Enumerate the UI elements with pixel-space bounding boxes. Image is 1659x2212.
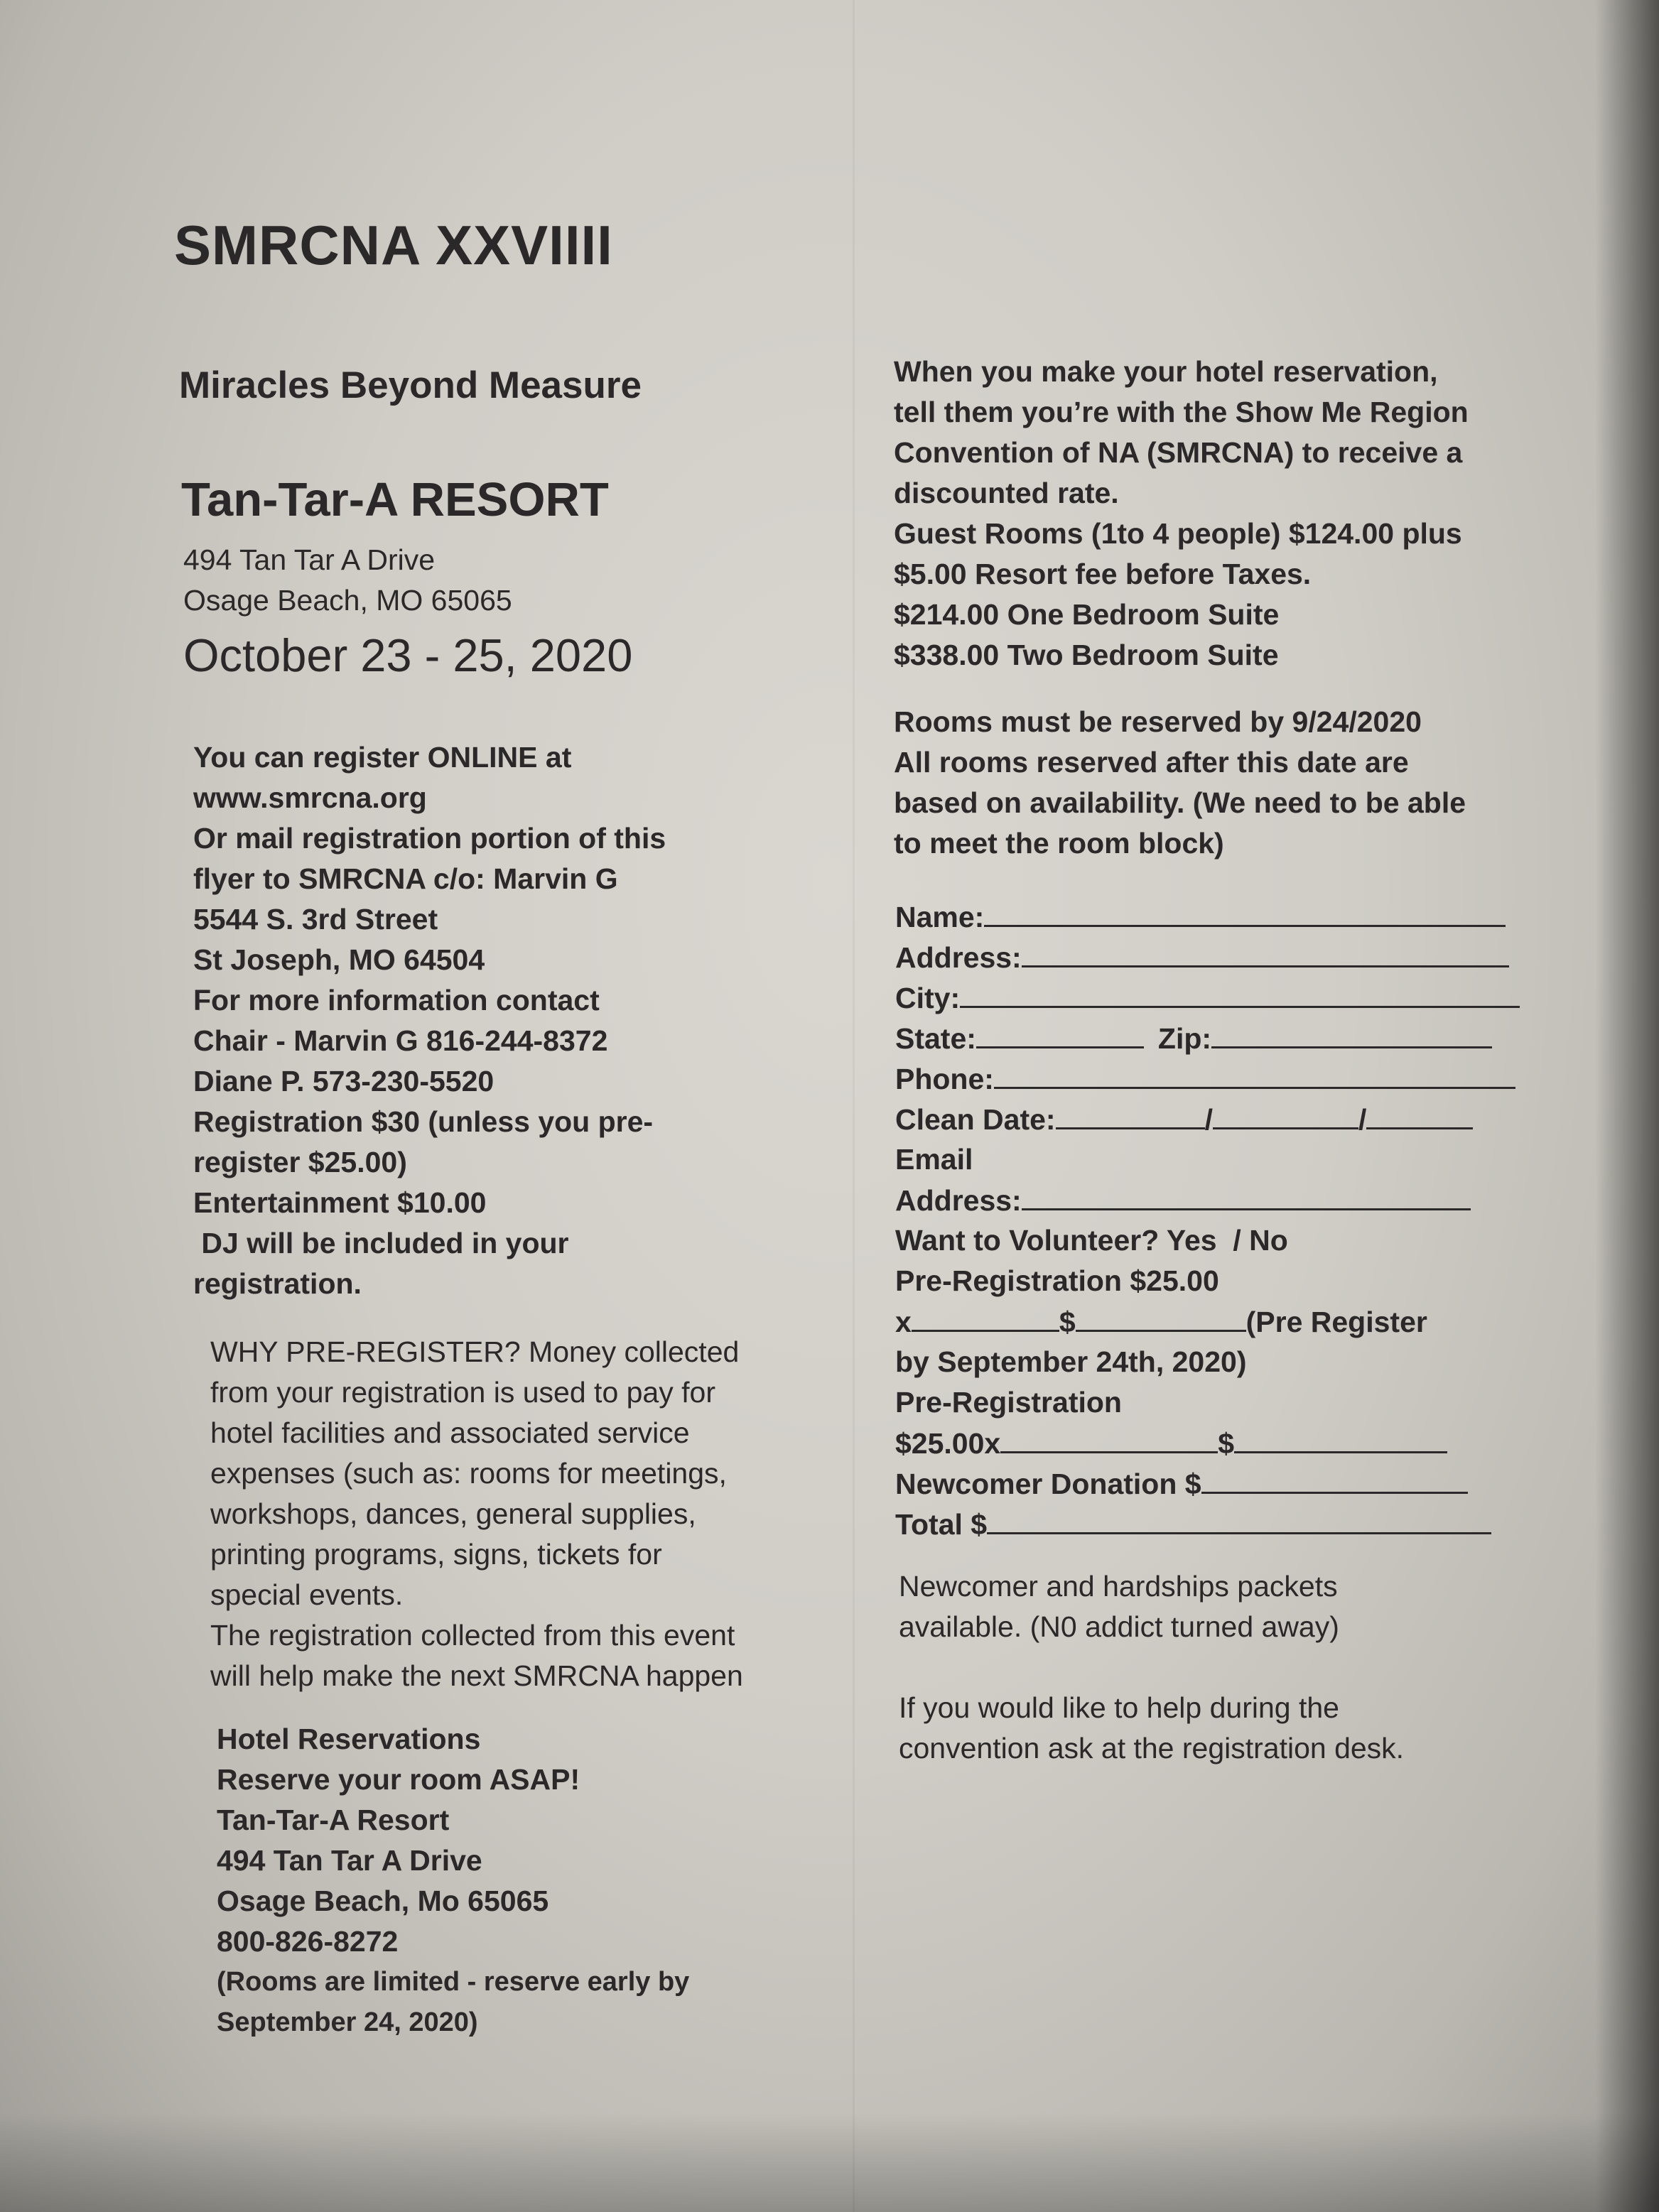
clean-date-year-field[interactable] (1366, 1099, 1473, 1129)
name-label: Name: (895, 901, 985, 933)
hotel-info-line: discounted rate. (894, 477, 1119, 509)
clean-date-slash: / (1204, 1103, 1213, 1136)
prereg-qty-field[interactable] (912, 1301, 1059, 1332)
prereg-label: Pre-Registration (895, 1386, 1122, 1419)
registration-line: Chair - Marvin G 816-244-8372 (193, 1024, 608, 1057)
why-line: WHY PRE-REGISTER? Money collected (210, 1335, 740, 1368)
venue-address-line1: 494 Tan Tar A Drive (183, 543, 436, 576)
newcomer-donation-label: Newcomer Donation $ (895, 1468, 1201, 1500)
registration-line: flyer to SMRCNA c/o: Marvin G (193, 862, 618, 895)
clean-date-label: Clean Date: (895, 1103, 1056, 1136)
city-row (895, 977, 1535, 1018)
paper-crease (853, 0, 855, 2212)
state-zip-row (895, 1018, 1535, 1058)
registration-line: St Joseph, MO 64504 (193, 943, 485, 976)
volunteer-question[interactable]: Want to Volunteer? Yes / No (895, 1224, 1288, 1257)
prereg-calc-row (895, 1423, 1535, 1463)
registration-line: For more information contact (193, 984, 600, 1016)
email-label: Email (895, 1143, 973, 1176)
room-deadline-info (894, 702, 1466, 864)
prereg-title-row (895, 1261, 1535, 1301)
prereg-label-row (895, 1382, 1535, 1423)
newcomer-donation-row (895, 1463, 1535, 1504)
name-row (895, 896, 1535, 937)
total-label: Total $ (895, 1508, 988, 1541)
why-line: expenses (such as: rooms for meetings, (210, 1457, 727, 1490)
prereg-calc-amount-field[interactable] (1234, 1423, 1447, 1453)
hotel-res-line: 494 Tan Tar A Drive (217, 1844, 482, 1877)
qty-x-label: x (895, 1306, 912, 1338)
hotel-res-line: Tan-Tar-A Resort (217, 1804, 450, 1836)
event-tagline: Miracles Beyond Measure (179, 364, 642, 406)
help-line: If you would like to help during the (899, 1691, 1339, 1724)
name-field[interactable] (984, 896, 1506, 927)
hotel-rate-info (894, 352, 1469, 676)
hotel-phone: 800-826-8272 (217, 1925, 399, 1958)
hotel-info-line: $338.00 Two Bedroom Suite (894, 639, 1279, 671)
registration-line: You can register ONLINE at (193, 741, 572, 774)
deadline-line: All rooms reserved after this date are (894, 746, 1409, 779)
dollar-label: $ (1059, 1306, 1076, 1338)
prereg-amount-field[interactable] (1076, 1301, 1246, 1332)
total-row (895, 1504, 1535, 1544)
hotel-res-line: September 24, 2020) (217, 2007, 478, 2037)
registration-info (193, 737, 666, 1304)
prereg-title: Pre-Registration $25.00 (895, 1264, 1219, 1297)
email-address-row (895, 1180, 1535, 1220)
clean-date-slash: / (1358, 1103, 1367, 1136)
prereg-calc-qty-field[interactable] (1000, 1423, 1218, 1453)
hotel-res-line: (Rooms are limited - reserve early by (217, 1967, 690, 1997)
hotel-info-line: tell them you’re with the Show Me Region (894, 396, 1469, 428)
deadline-line: to meet the room block) (894, 827, 1224, 860)
event-title: SMRCNA XXVIIII (174, 214, 613, 276)
clean-date-day-field[interactable] (1213, 1099, 1358, 1129)
volunteer-row (895, 1220, 1535, 1261)
newcomer-donation-field[interactable] (1201, 1463, 1468, 1494)
total-field[interactable] (987, 1504, 1491, 1534)
registration-form (895, 896, 1535, 1544)
city-label: City: (895, 982, 961, 1014)
zip-label: Zip: (1157, 1022, 1212, 1055)
help-line: convention ask at the registration desk. (899, 1732, 1405, 1764)
hotel-info-line: $214.00 One Bedroom Suite (894, 598, 1280, 631)
hotel-reservations (217, 1719, 689, 2043)
phone-row (895, 1058, 1535, 1099)
venue-name: Tan-Tar-A RESORT (181, 473, 609, 526)
why-line: will help make the next SMRCNA happen (210, 1659, 743, 1692)
phone-label: Phone: (895, 1063, 994, 1095)
registration-line: register $25.00) (193, 1146, 407, 1178)
why-line: printing programs, signs, tickets for (210, 1538, 662, 1571)
newcomer-info (899, 1566, 1339, 1647)
page-shadow-bottom (0, 2113, 1659, 2212)
why-line: from your registration is used to pay for (210, 1376, 715, 1409)
hotel-info-line: When you make your hotel reservation, (894, 355, 1438, 388)
clean-date-row (895, 1099, 1535, 1139)
email-address-label: Address: (895, 1184, 1022, 1217)
prereg-calc-label: $25.00x (895, 1427, 1001, 1460)
registration-line: Entertainment $10.00 (193, 1186, 487, 1219)
page-shadow-right (1595, 0, 1659, 2212)
hotel-res-line: Reserve your room ASAP! (217, 1763, 580, 1796)
venue-address-line2: Osage Beach, MO 65065 (183, 584, 512, 617)
help-info (899, 1688, 1404, 1769)
dollar-label: $ (1218, 1427, 1235, 1460)
registration-line: 5544 S. 3rd Street (193, 903, 438, 936)
clean-date-month-field[interactable] (1056, 1099, 1205, 1129)
hotel-info-line: Guest Rooms (1to 4 people) $124.00 plus (894, 517, 1462, 550)
state-field[interactable] (976, 1018, 1144, 1048)
address-field[interactable] (1022, 937, 1509, 967)
by-date-row (895, 1342, 1535, 1382)
why-line: workshops, dances, general supplies, (210, 1497, 696, 1530)
why-line: special events. (210, 1578, 404, 1611)
hotel-res-line: Osage Beach, Mo 65065 (217, 1885, 549, 1917)
hotel-res-heading: Hotel Reservations (217, 1723, 481, 1755)
hotel-info-line: $5.00 Resort fee before Taxes. (894, 558, 1312, 590)
why-line: hotel facilities and associated service (210, 1416, 690, 1449)
newcomer-line: available. (N0 addict turned away) (899, 1610, 1339, 1643)
address-row (895, 937, 1535, 977)
email-label-row (895, 1139, 1535, 1180)
zip-field[interactable] (1211, 1018, 1492, 1048)
why-preregister (210, 1332, 743, 1696)
address-label: Address: (895, 941, 1022, 974)
state-label: State: (895, 1022, 976, 1055)
why-line: The registration collected from this event (210, 1619, 735, 1652)
registration-line: Diane P. 573-230-5520 (193, 1065, 495, 1097)
city-field[interactable] (960, 977, 1520, 1008)
registration-line: Or mail registration portion of this (193, 822, 666, 855)
registration-line: Registration $30 (unless you pre- (193, 1105, 654, 1138)
phone-field[interactable] (994, 1058, 1515, 1089)
by-date-note: by September 24th, 2020) (895, 1345, 1247, 1378)
newcomer-line: Newcomer and hardships packets (899, 1570, 1338, 1603)
registration-line: DJ will be included in your (193, 1227, 569, 1259)
prereg-qty-row (895, 1301, 1535, 1342)
pre-register-note: (Pre Register (1245, 1306, 1427, 1338)
website-link[interactable]: www.smrcna.org (193, 781, 427, 814)
deadline-line: based on availability. (We need to be able (894, 786, 1466, 819)
hotel-info-line: Convention of NA (SMRCNA) to receive a (894, 436, 1463, 469)
deadline-line: Rooms must be reserved by 9/24/2020 (894, 705, 1422, 738)
registration-line: registration. (193, 1267, 362, 1300)
email-address-field[interactable] (1022, 1180, 1471, 1210)
event-dates: October 23 - 25, 2020 (183, 629, 633, 681)
